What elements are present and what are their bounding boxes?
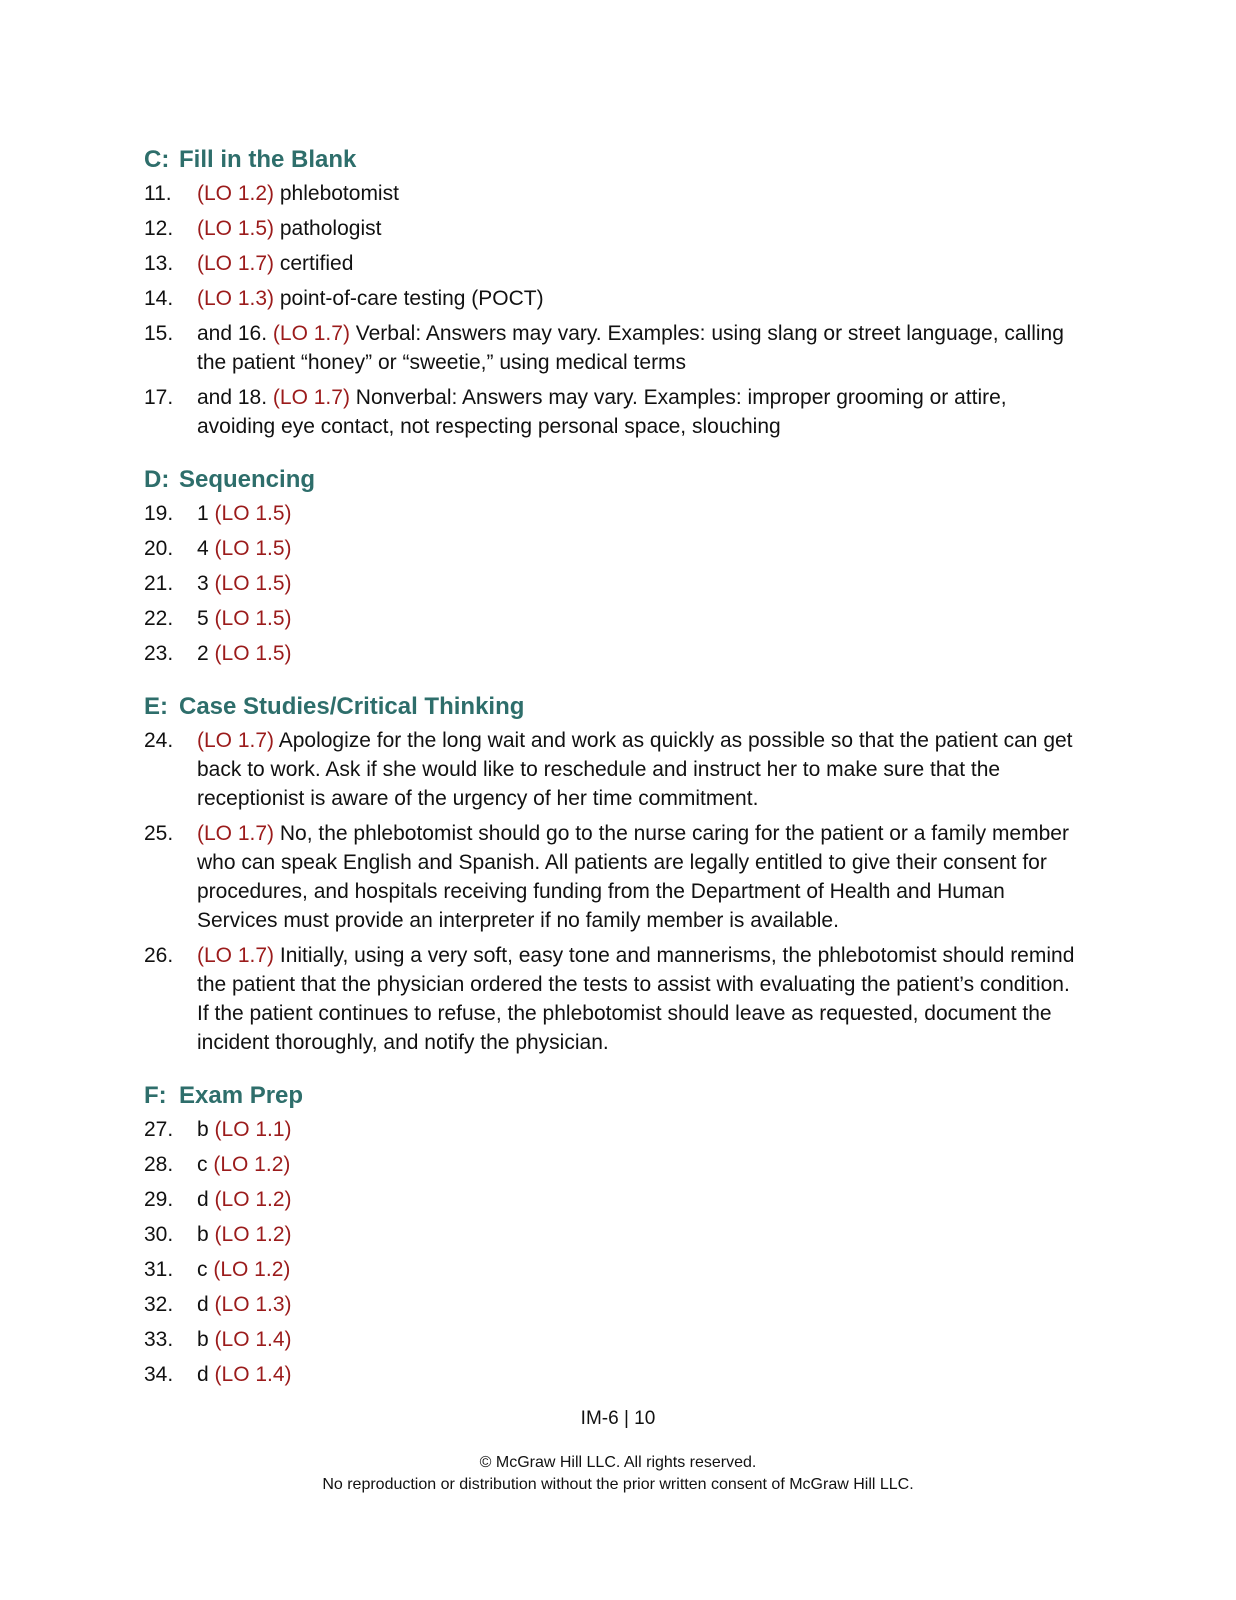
item-answer: certified: [274, 252, 354, 275]
answer-item: [144, 819, 1084, 935]
item-number: 29.: [144, 1188, 174, 1211]
answer-item: [144, 284, 1084, 313]
section-heading: [144, 143, 1084, 177]
item-answer: phlebotomist: [274, 182, 399, 205]
answer-item: [144, 1325, 1084, 1354]
item-prefix: c: [197, 1258, 214, 1281]
item-number: 19.: [144, 502, 174, 525]
item-text: [197, 1185, 1084, 1214]
reproduction-notice: No reproduction or distribution without the prior written consent of McGraw Hill LLC.: [322, 1476, 914, 1493]
item-answer: Verbal: Answers may vary. Examples: using slang or street language, calling the patient “honey” or “sweetie,” using medical terms: [197, 322, 1064, 374]
answer-item: [144, 1115, 1084, 1144]
item-text: [197, 941, 1084, 1057]
item-text: [197, 604, 1084, 633]
item-text: [197, 726, 1084, 813]
item-prefix: d: [197, 1188, 215, 1211]
item-text: [197, 569, 1084, 598]
item-prefix: and 18.: [197, 386, 273, 409]
answer-item: [144, 604, 1084, 633]
item-prefix: d: [197, 1293, 215, 1316]
learning-objective-ref: (LO 1.1): [214, 1118, 292, 1141]
learning-objective-ref: (LO 1.5): [214, 502, 292, 525]
item-answer: point-of-care testing (POCT): [274, 287, 544, 310]
learning-objective-ref: (LO 1.7): [272, 386, 350, 409]
section-heading: [144, 1079, 1084, 1113]
item-number: 32.: [144, 1293, 174, 1316]
item-number: 15.: [144, 322, 174, 345]
answer-list: [144, 1115, 1084, 1389]
section-sequencing: [144, 463, 1084, 668]
answer-item: [144, 1290, 1084, 1319]
learning-objective-ref: (LO 1.2): [214, 1223, 292, 1246]
item-number: 11.: [144, 182, 172, 205]
item-text: [197, 383, 1084, 441]
copyright-footer: [0, 1452, 1236, 1496]
item-text: [197, 639, 1084, 668]
answer-item: [144, 319, 1084, 377]
item-number: 12.: [144, 217, 174, 240]
learning-objective-ref: (LO 1.3): [197, 287, 275, 310]
item-text: [197, 249, 1084, 278]
item-text: [197, 1325, 1084, 1354]
item-number: 23.: [144, 642, 174, 665]
item-text: [197, 179, 1084, 208]
section-letter: C:: [144, 146, 170, 173]
learning-objective-ref: (LO 1.5): [214, 607, 292, 630]
learning-objective-ref: (LO 1.4): [214, 1328, 292, 1351]
item-answer: No, the phlebotomist should go to the nurse caring for the patient or a family member who can speak English and Spanish. All patients are legally entitled to give their consent for procedures, and hospitals receiving funding from the Department of Health and Human Services must provide an interpreter if no family member is available.: [197, 822, 1069, 932]
answer-item: [144, 383, 1084, 441]
item-number: 26.: [144, 944, 174, 967]
answer-item: [144, 1185, 1084, 1214]
item-text: [197, 214, 1084, 243]
item-text: [197, 284, 1084, 313]
answer-item: [144, 1255, 1084, 1284]
item-number: 33.: [144, 1328, 174, 1351]
item-text: [197, 1360, 1084, 1389]
item-prefix: 3: [197, 572, 215, 595]
learning-objective-ref: (LO 1.7): [272, 322, 350, 345]
item-number: 28.: [144, 1153, 174, 1176]
learning-objective-ref: (LO 1.2): [197, 182, 275, 205]
item-number: 24.: [144, 729, 174, 752]
item-prefix: 1: [197, 502, 215, 525]
item-prefix: 4: [197, 537, 215, 560]
answer-list: [144, 499, 1084, 668]
item-prefix: 2: [197, 642, 215, 665]
item-prefix: d: [197, 1363, 215, 1386]
item-number: 20.: [144, 537, 174, 560]
answer-item: [144, 1220, 1084, 1249]
item-number: 22.: [144, 607, 174, 630]
item-text: [197, 1150, 1084, 1179]
answer-item: [144, 1360, 1084, 1389]
section-letter: D:: [144, 466, 170, 493]
answer-item: [144, 214, 1084, 243]
learning-objective-ref: (LO 1.2): [213, 1258, 291, 1281]
item-answer: Apologize for the long wait and work as quickly as possible so that the patient can get back to work. Ask if she would like to reschedule and instruct her to make sure that the receptionist is aware of the urgency of her time commitment.: [197, 729, 1073, 810]
learning-objective-ref: (LO 1.4): [214, 1363, 292, 1386]
item-prefix: 5: [197, 607, 215, 630]
answer-item: [144, 726, 1084, 813]
item-answer: pathologist: [274, 217, 382, 240]
answer-item: [144, 639, 1084, 668]
item-number: 27.: [144, 1118, 174, 1141]
answer-key-content: [144, 143, 1084, 1395]
learning-objective-ref: (LO 1.2): [214, 1188, 292, 1211]
item-text: [197, 1290, 1084, 1319]
answer-item: [144, 249, 1084, 278]
answer-item: [144, 499, 1084, 528]
learning-objective-ref: (LO 1.7): [197, 822, 275, 845]
copyright-line: © McGraw Hill LLC. All rights reserved.: [479, 1454, 757, 1471]
section-fill-in-the-blank: [144, 143, 1084, 441]
learning-objective-ref: (LO 1.7): [197, 252, 275, 275]
learning-objective-ref: (LO 1.3): [214, 1293, 292, 1316]
section-title: Sequencing: [179, 466, 316, 493]
item-text: [197, 1220, 1084, 1249]
answer-item: [144, 1150, 1084, 1179]
section-heading: [144, 463, 1084, 497]
learning-objective-ref: (LO 1.5): [197, 217, 275, 240]
page-number: IM-6 | 10: [580, 1408, 656, 1429]
learning-objective-ref: (LO 1.5): [214, 572, 292, 595]
learning-objective-ref: (LO 1.2): [213, 1153, 291, 1176]
item-number: 21.: [144, 572, 174, 595]
item-number: 13.: [144, 252, 174, 275]
learning-objective-ref: (LO 1.7): [197, 729, 275, 752]
item-answer: Initially, using a very soft, easy tone and mannerisms, the phlebotomist should remind the patient that the physician ordered the tests to assist with evaluating the patient’s condition. If the patient continues to refuse, the phlebotomist should leave as requested, document the incident thoroughly, and notify the physician.: [197, 944, 1075, 1054]
section-letter: E:: [144, 693, 168, 720]
answer-item: [144, 941, 1084, 1057]
item-number: 14.: [144, 287, 174, 310]
section-letter: F:: [144, 1082, 167, 1109]
item-text: [197, 1255, 1084, 1284]
item-answer: Nonverbal: Answers may vary. Examples: improper grooming or attire, avoiding eye contact, not respecting personal space, slouching: [197, 386, 1007, 438]
item-number: 30.: [144, 1223, 174, 1246]
answer-list: [144, 179, 1084, 441]
section-title: Fill in the Blank: [179, 146, 357, 173]
item-prefix: c: [197, 1153, 214, 1176]
item-prefix: b: [197, 1328, 215, 1351]
section-title: Exam Prep: [179, 1082, 304, 1109]
item-text: [197, 534, 1084, 563]
item-text: [197, 319, 1084, 377]
section-heading: [144, 690, 1084, 724]
learning-objective-ref: (LO 1.7): [197, 944, 275, 967]
item-number: 34.: [144, 1363, 174, 1386]
answer-list: [144, 726, 1084, 1057]
item-prefix: and 16.: [197, 322, 273, 345]
item-text: [197, 499, 1084, 528]
answer-item: [144, 569, 1084, 598]
item-number: 25.: [144, 822, 174, 845]
answer-item: [144, 179, 1084, 208]
item-text: [197, 819, 1084, 935]
item-prefix: b: [197, 1118, 215, 1141]
item-number: 31.: [144, 1258, 174, 1281]
section-title: Case Studies/Critical Thinking: [179, 693, 525, 720]
section-case-studies: [144, 690, 1084, 1057]
item-prefix: b: [197, 1223, 215, 1246]
item-number: 17.: [144, 386, 174, 409]
item-text: [197, 1115, 1084, 1144]
answer-item: [144, 534, 1084, 563]
learning-objective-ref: (LO 1.5): [214, 642, 292, 665]
learning-objective-ref: (LO 1.5): [214, 537, 292, 560]
section-exam-prep: [144, 1079, 1084, 1389]
